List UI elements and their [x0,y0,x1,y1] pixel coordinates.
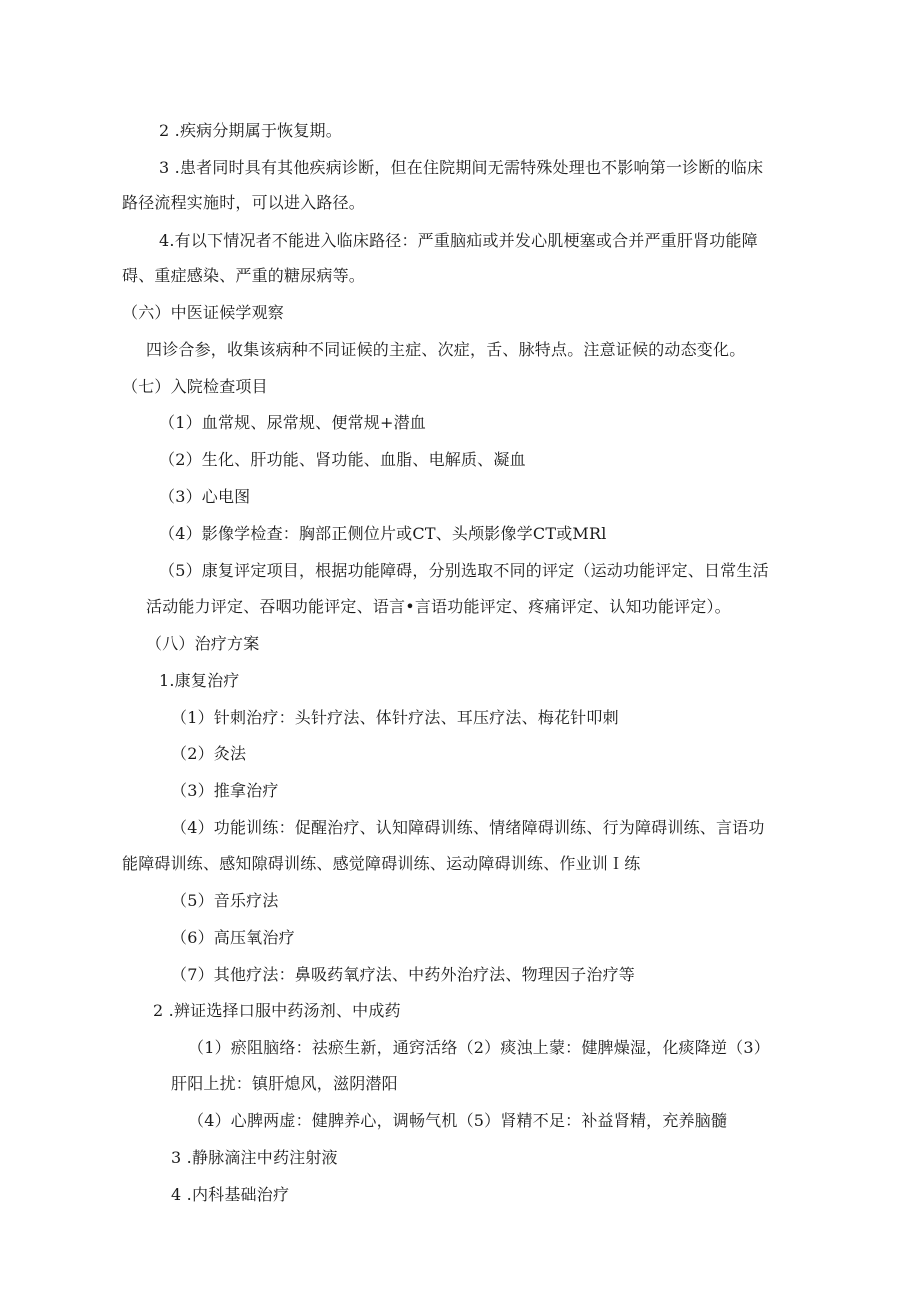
text-line-treat-4-cont: 能障碍训练、感知隙碍训练、感觉障碍训练、运动障碍训练、作业训Ｉ练 [122,854,641,873]
text-line-exam-2: （2）生化、肝功能、肾功能、血脂、电解质、凝血 [159,450,526,469]
text-line-exam-3: （3）心电图 [159,487,251,506]
section-heading-treatment-plan: （八）治疗方案 [146,634,260,653]
text-line-syndrome-1-3: （1）瘀阻脑络：祛瘀生新，通窍活络（2）痰浊上蒙：健脾燥湿，化痰降逆（3） [188,1038,770,1057]
text-line-exam-5-cont: 活动能力评定、吞咽功能评定、语言•言语功能评定、疼痛评定、认知功能评定）。 [146,597,731,616]
section-heading-tcm-observation: （六）中医证候学观察 [122,303,285,322]
text-line-recovery-stage: 2 .疾病分期属于恢复期。 [159,121,342,140]
text-line-treat-6: （6）高压氧治疗 [171,928,295,947]
text-line-exam-4: （4）影像学检查：胸部正侧位片或CT、头颅影像学CT或MRl [159,524,607,543]
subheading-internal-medicine: 4 .内科基础治疗 [171,1185,290,1204]
section-heading-admission-exams: （七）入院检查项目 [122,377,268,396]
text-line-treat-5: （5）音乐疗法 [171,891,279,910]
text-line-treat-4: （4）功能训练：促醒治疗、认知障碍训练、情绪障碍训练、行为障碍训练、言语功 [171,818,765,837]
text-line-four-diagnosis: 四诊合参，收集该病种不同证候的主症、次症，舌、脉特点。注意证候的动态变化。 [146,340,746,359]
text-line-syndrome-3-cont: 肝阳上扰：镇肝熄风，滋阴潜阳 [171,1074,398,1093]
subheading-iv-tcm-injection: 3 .静脉滴注中药注射液 [171,1148,338,1167]
text-line-syndrome-4-5: （4）心脾两虚：健脾养心，调畅气机（5）肾精不足：补益肾精，充养脑髓 [188,1111,728,1130]
subheading-oral-tcm: 2 .辨证选择口服中药汤剂、中成药 [153,1001,401,1020]
subheading-rehab-treatment: 1.康复治疗 [159,671,240,690]
text-line-exclusion: 4.有以下情况者不能进入临床路径：严重脑疝或并发心肌梗塞或合并严重肝肾功能障 [159,231,758,250]
text-line-comorbidity-cont: 路径流程实施时，可以进入路径。 [122,193,366,212]
text-line-treat-1: （1）针刺治疗：头针疗法、体针疗法、耳压疗法、梅花针叩刺 [171,708,619,727]
text-line-comorbidity: 3 .患者同时具有其他疾病诊断，但在住院期间无需特殊处理也不影响第一诊断的临床 [159,158,764,177]
text-line-exclusion-cont: 碍、重症感染、严重的糖尿病等。 [122,266,366,285]
text-line-treat-3: （3）推拿治疗 [171,781,279,800]
text-line-exam-1: （1）血常规、尿常规、便常规+潜血 [159,413,426,432]
text-line-treat-2: （2）灸法 [171,744,247,763]
text-line-treat-7: （7）其他疗法：鼻吸药氧疗法、中药外治疗法、物理因子治疗等 [171,965,635,984]
text-line-exam-5: （5）康复评定项目，根据功能障碍，分别选取不同的评定（运动功能评定、日常生活 [159,561,769,580]
